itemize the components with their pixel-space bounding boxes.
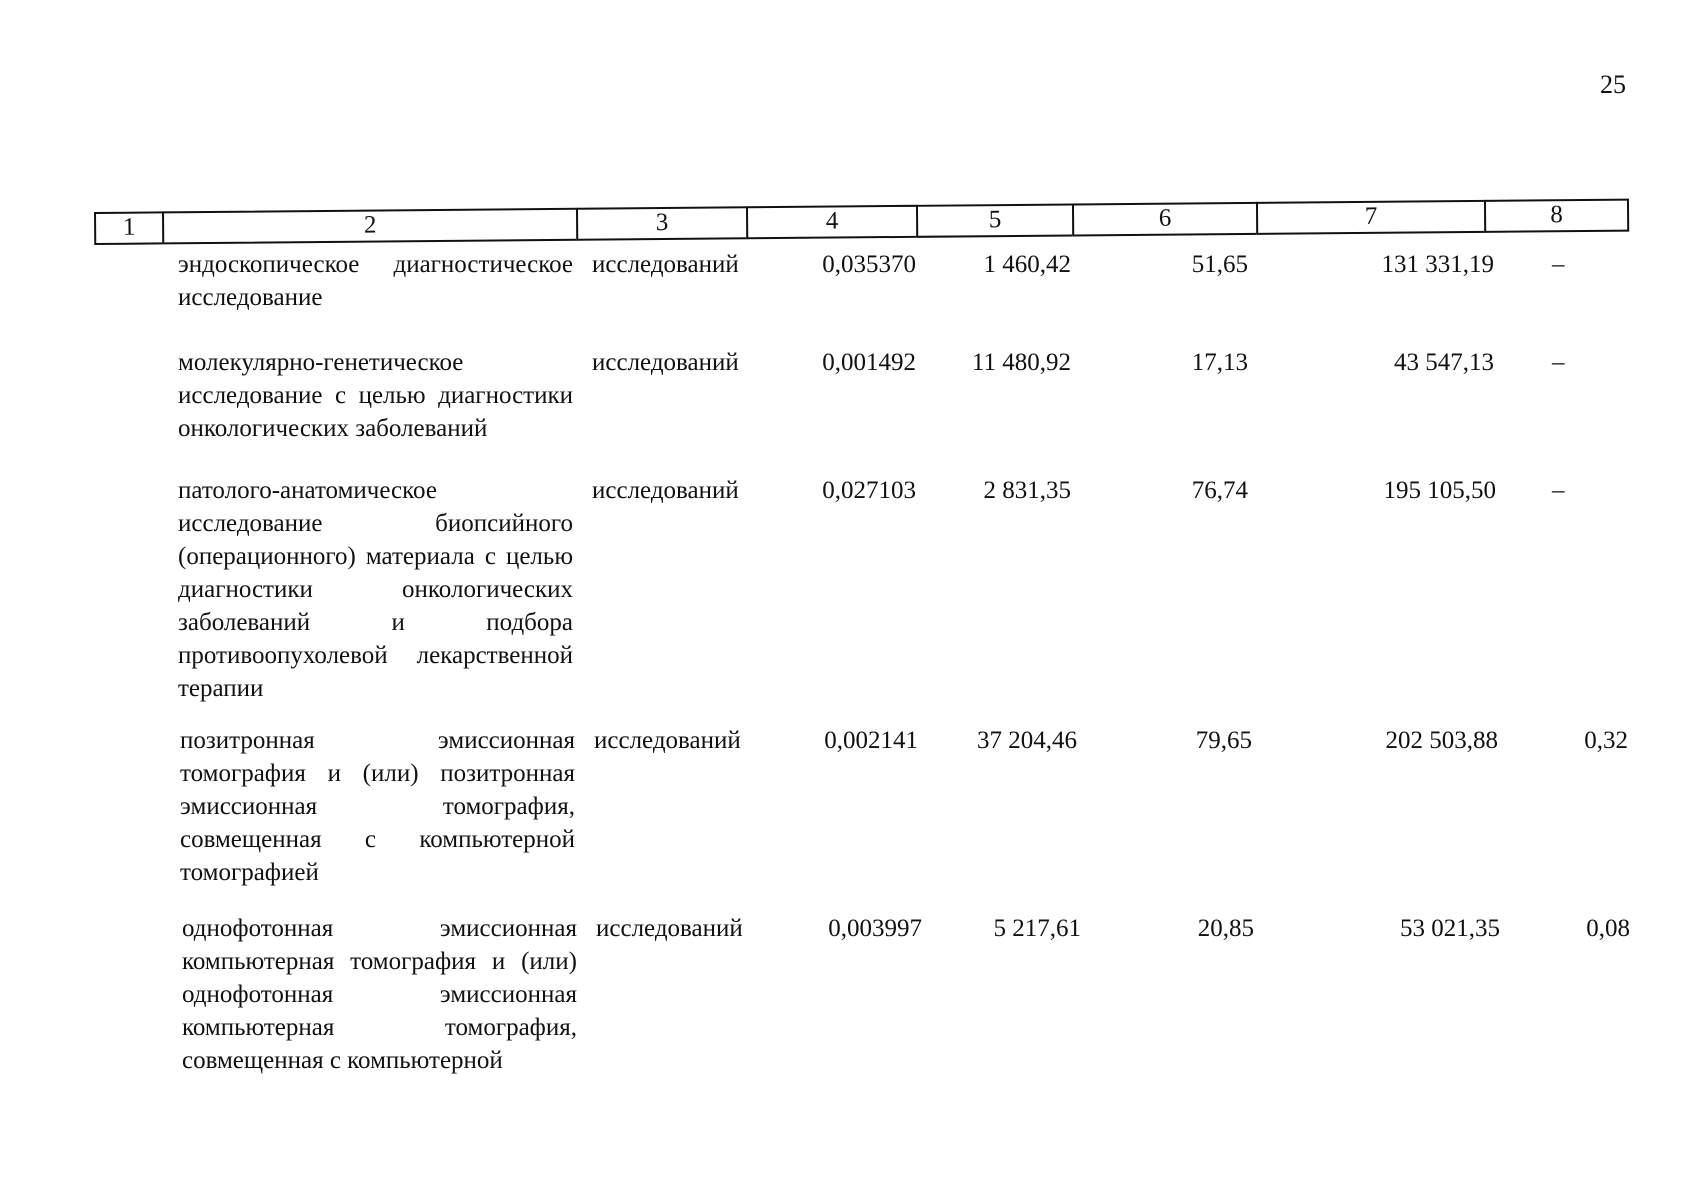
row-col5: 1 460,42	[983, 251, 1071, 278]
row-name: патолого-анатомическое исследование биопсийного (операционного) материала с целью диагностики онкологических заболеваний и подбора противоопухолевой лекарственной терапии	[178, 477, 573, 702]
page-number: 25	[1600, 70, 1626, 99]
row-col7: 195 105,50	[1383, 477, 1496, 504]
row-name: позитронная эмиссионная томография и (или) позитронная эмиссионная томография, совмещенная с компьютерной томографией	[180, 727, 575, 886]
row-col8: –	[1552, 251, 1565, 278]
row-col8: 0,08	[1586, 915, 1630, 942]
row-col8: 0,32	[1584, 727, 1628, 754]
row-col4: 0,001492	[822, 349, 916, 376]
row-unit: исследований	[592, 477, 739, 504]
row-name: эндоскопическое диагностическое исследование	[178, 251, 573, 311]
row-unit: исследований	[596, 915, 743, 942]
row-col4: 0,003997	[828, 915, 922, 942]
column-header-7: 7	[1256, 200, 1486, 235]
column-header-2: 2	[162, 208, 578, 245]
row-col5: 11 480,92	[971, 349, 1071, 376]
row-col8: –	[1552, 477, 1565, 504]
row-col5: 37 204,46	[977, 727, 1077, 754]
row-unit: исследований	[592, 251, 739, 278]
row-col5: 5 217,61	[993, 915, 1081, 942]
row-col6: 20,85	[1197, 915, 1254, 942]
table-header	[94, 199, 1634, 245]
row-col6: 76,74	[1191, 477, 1248, 504]
column-header-3: 3	[576, 206, 748, 240]
column-header-5: 5	[916, 203, 1074, 237]
row-col4: 0,035370	[822, 251, 916, 278]
row-name: однофотонная эмиссионная компьютерная томография и (или) однофотонная эмиссионная компьютерная томография, совмещенная с компьютерной	[182, 915, 577, 1074]
row-col6: 17,13	[1191, 349, 1248, 376]
row-col5: 2 831,35	[983, 477, 1071, 504]
row-col6: 51,65	[1191, 251, 1248, 278]
row-unit: исследований	[594, 727, 741, 754]
column-header-6: 6	[1072, 202, 1258, 237]
column-header-4: 4	[746, 205, 918, 239]
column-header-1: 1	[94, 211, 164, 245]
row-name: молекулярно-генетическое исследование с целью диагностики онкологических заболеваний	[178, 349, 573, 442]
row-col7: 131 331,19	[1381, 251, 1494, 278]
row-col4: 0,027103	[822, 477, 916, 504]
row-col7: 43 547,13	[1394, 349, 1494, 376]
column-header-8: 8	[1484, 199, 1629, 233]
row-unit: исследований	[592, 349, 739, 376]
row-col6: 79,65	[1195, 727, 1252, 754]
row-col7: 53 021,35	[1400, 915, 1500, 942]
row-col4: 0,002141	[824, 727, 918, 754]
row-col8: –	[1552, 349, 1565, 376]
row-col7: 202 503,88	[1385, 727, 1498, 754]
